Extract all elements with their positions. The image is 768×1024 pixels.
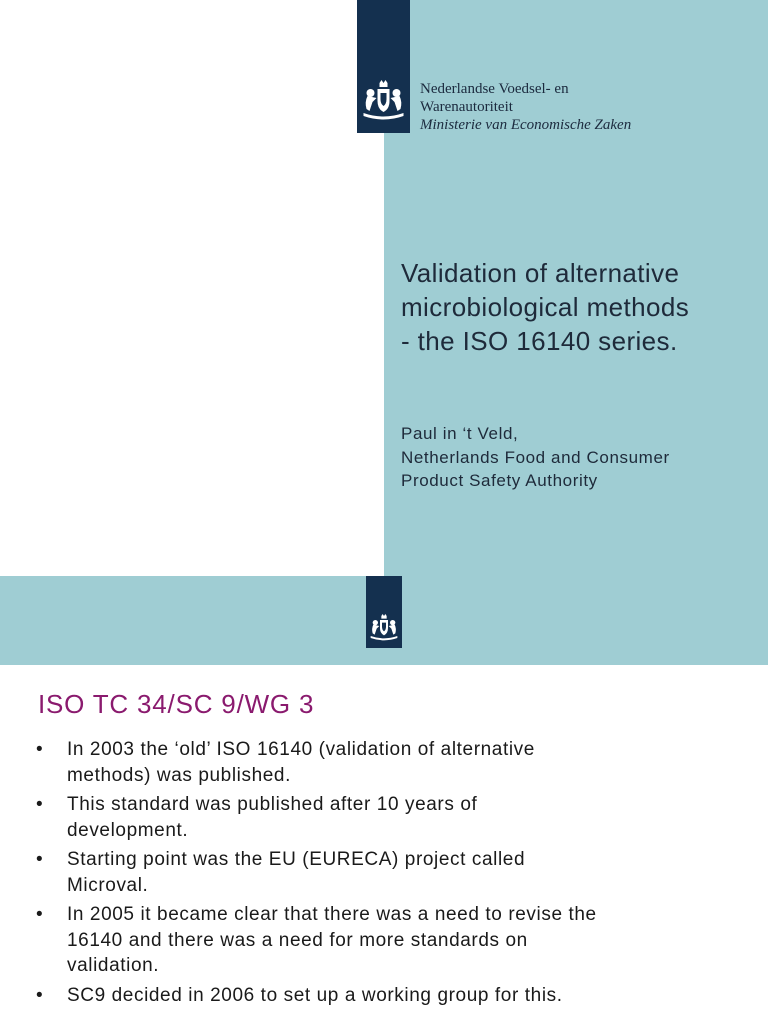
bullet-line: In 2005 it became clear that there was a need to revise the [67, 904, 597, 925]
content-slide [0, 665, 768, 1024]
bullet-line: Microval. [67, 874, 149, 896]
royal-coat-of-arms-icon [359, 80, 408, 122]
author-line-3: Product Safety Authority [401, 471, 598, 490]
bullet-marker: • [36, 794, 44, 815]
presentation-title [401, 256, 761, 358]
slide-heading: ISO TC 34/SC 9/WG 3 [38, 689, 315, 719]
bullet-line: Starting point was the EU (EURECA) project called [67, 849, 526, 870]
author-line-2: Netherlands Food and Consumer [401, 447, 670, 467]
bullet-marker: • [36, 739, 44, 760]
bullet-line: This standard was published after 10 years of [67, 794, 478, 815]
org-line-3: Ministerie van Economische Zaken [420, 117, 632, 133]
bullet-list [36, 737, 736, 1012]
bullet-line: SC9 decided in 2006 to set up a working group for this. [67, 984, 563, 1006]
org-line-2: Warenautoriteit [420, 99, 513, 115]
author-line-1: Paul in ‘t Veld, [401, 424, 519, 443]
bullet-line: methods) was published. [67, 764, 291, 786]
bullet-marker: • [36, 984, 44, 1006]
bullet-item [36, 902, 736, 979]
bullet-item [36, 737, 736, 788]
bullet-line: development. [67, 819, 189, 841]
org-line-1: Nederlandse Voedsel- en [420, 81, 569, 97]
bullet-line: validation. [67, 955, 160, 976]
bullet-line: In 2003 the ‘old’ ISO 16140 (validation of alternative [67, 739, 535, 760]
bullet-marker: • [36, 904, 44, 925]
bullet-item [36, 792, 736, 843]
bullet-marker: • [36, 849, 44, 870]
title-line-3: - the ISO 16140 series. [401, 326, 678, 356]
organization-logo-text [420, 80, 631, 134]
title-line-1: Validation of alternative [401, 258, 680, 288]
bullet-item [36, 983, 736, 1009]
royal-coat-of-arms-icon [368, 614, 400, 642]
bullet-line: 16140 and there was a need for more standards on [67, 929, 528, 951]
author-block [401, 422, 761, 493]
title-line-2: microbiological methods [401, 292, 690, 322]
bullet-item [36, 847, 736, 898]
